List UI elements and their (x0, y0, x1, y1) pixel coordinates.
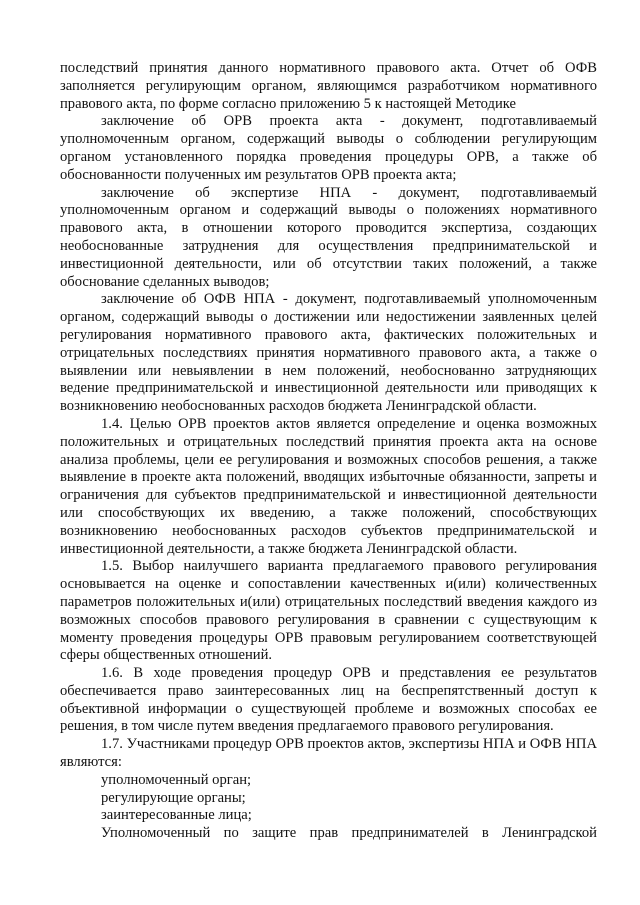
paragraph-orv-conclusion-definition: заключение об ОРВ проекта акта - документ, подготавливаемый уполномоченным органом, содержащий выводы о соблюдении регулирующим органом установленного порядка проведения процедуры ОРВ, а также об обоснованности полученных им результатов ОРВ проекта акта; (60, 113, 597, 183)
paragraph-report-definition-end: последствий принятия данного нормативного правового акта. Отчет об ОФВ заполняется регулирующим органом, являющимся разработчиком нормативного правового акта, по форме согласно приложению 5 к настоящей Методике (60, 60, 597, 112)
paragraph-1-7-participants-intro: 1.7. Участниками процедур ОРВ проектов актов, экспертизы НПА и ОФВ НПА являются: (60, 736, 597, 771)
paragraph-1-5-best-option: 1.5. Выбор наилучшего варианта предлагаемого правового регулирования основывается на оценке и сопоставлении качественных и(или) количественных параметров положительных и(или) отрицательных последствий введения каждого из возможных способов правового регулирования в сравнении с существующим к моменту проведения процедуры ОРВ правовым регулированием соответствующей сферы общественных отношений. (60, 558, 597, 664)
list-item: заинтересованные лица; (101, 807, 252, 824)
paragraph-ofv-conclusion-definition: заключение об ОФВ НПА - документ, подготавливаемый уполномоченным органом, содержащий выводы о достижении или недостижении заявленных целей регулирования нормативного правового акта, фактических положительных и отрицательных последствиях принятия нормативного правового акта, а также о выявлении или невыявлении в нем положений, необоснованно затрудняющих ведение предпринимательской и инвестиционной деятельности или приводящих к возникновению необоснованных расходов бюджета Ленинградской области. (60, 291, 597, 415)
paragraph-1-6-access-rights: 1.6. В ходе проведения процедур ОРВ и представления ее результатов обеспечивается право заинтересованных лиц на беспрепятственный доступ к объективной информации о существующей проблеме и возможных способах ее решения, в том числе путем введения предлагаемого правового регулирования. (60, 665, 597, 735)
participants-list (60, 772, 597, 825)
paragraph-1-4-orv-goal: 1.4. Целью ОРВ проектов актов является определение и оценка возможных положительных и отрицательных последствий принятия проекта акта на основе анализа проблемы, цели ее регулирования и возможных способов решения, а также выявление в проекте акта положений, вводящих избыточные обязанности, запреты и ограничения для субъектов предпринимательской и инвестиционной деятельности или способствующих их введению, а также положений, способствующих возникновению необоснованных расходов субъектов предпринимательской и инвестиционной деятельности, а также бюджета Ленинградской области. (60, 415, 597, 557)
list-item: регулирующие органы; (101, 789, 246, 806)
list-item: уполномоченный орган; (101, 771, 252, 788)
paragraph-expertise-conclusion-definition: заключение об экспертизе НПА - документ, подготавливаемый уполномоченным органом и содержащий выводы о положениях нормативного правового акта, в отношении которого проводится экспертиза, создающих необоснованные затруднения для осуществления предпринимательской и инвестиционной деятельности, или об отсутствии таких положений, а также обоснование сделанных выводов; (60, 184, 597, 290)
paragraph-ombudsman-start: Уполномоченный по защите прав предпринимателей в Ленинградской (101, 825, 597, 842)
document-page (60, 60, 597, 843)
